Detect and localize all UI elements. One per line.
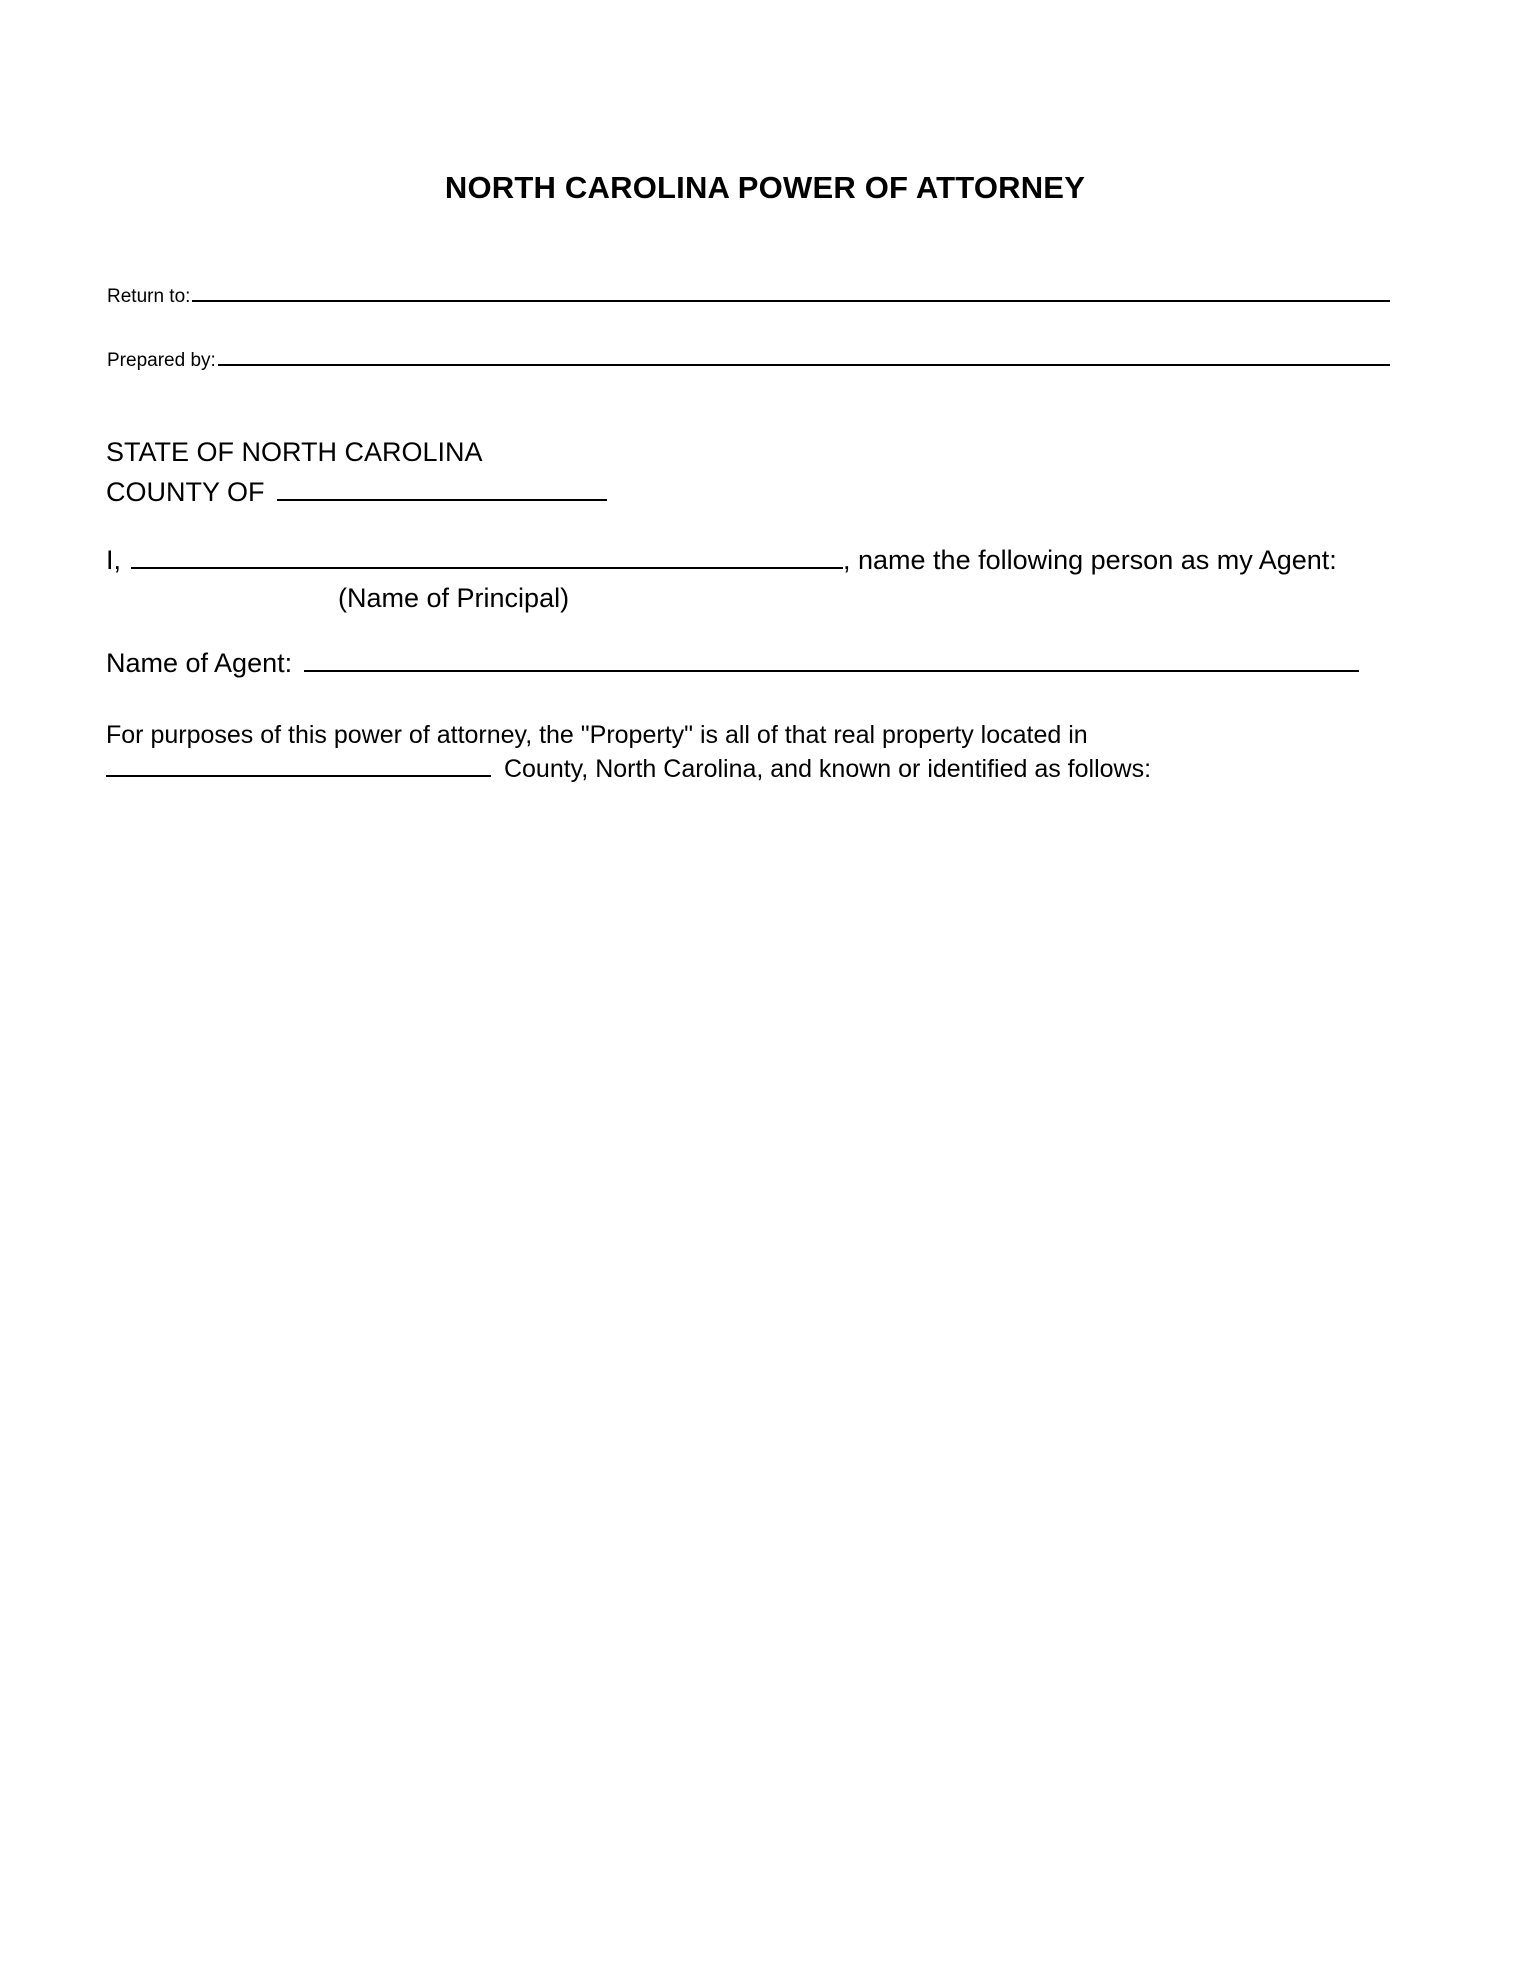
page-title: NORTH CAROLINA POWER OF ATTORNEY — [444, 170, 1086, 205]
agent-label: Name of Agent: — [106, 648, 293, 678]
property-paragraph-line-1: For purposes of this power of attorney, the "Property" is all of that real property located in — [106, 721, 1088, 749]
state-of-north-carolina-line — [106, 437, 483, 468]
return-to-field-row — [107, 286, 1390, 308]
prepared-by-label: Prepared by: — [107, 350, 216, 371]
principal-field-row — [106, 545, 1337, 576]
prepared-by-input-line[interactable] — [218, 364, 1390, 366]
agent-name-input-line[interactable] — [304, 670, 1359, 672]
return-to-label: Return to: — [107, 286, 191, 307]
property-county-input-line[interactable] — [106, 775, 491, 777]
county-label: COUNTY OF — [106, 477, 265, 507]
county-input-line[interactable] — [277, 499, 607, 501]
return-to-input-line[interactable] — [192, 300, 1390, 302]
agent-field-row — [106, 648, 1359, 679]
principal-prefix-label: I, — [106, 545, 122, 575]
principal-suffix-label: , name the following person as my Agent: — [843, 545, 1337, 575]
property-paragraph-line-2 — [106, 755, 1151, 784]
property-paragraph-line2-text: County, North Carolina, and known or identified as follows: — [503, 755, 1152, 783]
prepared-by-field-row — [107, 350, 1390, 372]
state-label: STATE OF NORTH CAROLINA — [106, 437, 483, 467]
county-field-row — [106, 477, 607, 508]
principal-caption: (Name of Principal) — [338, 583, 570, 613]
principal-name-input-line[interactable] — [131, 567, 843, 569]
